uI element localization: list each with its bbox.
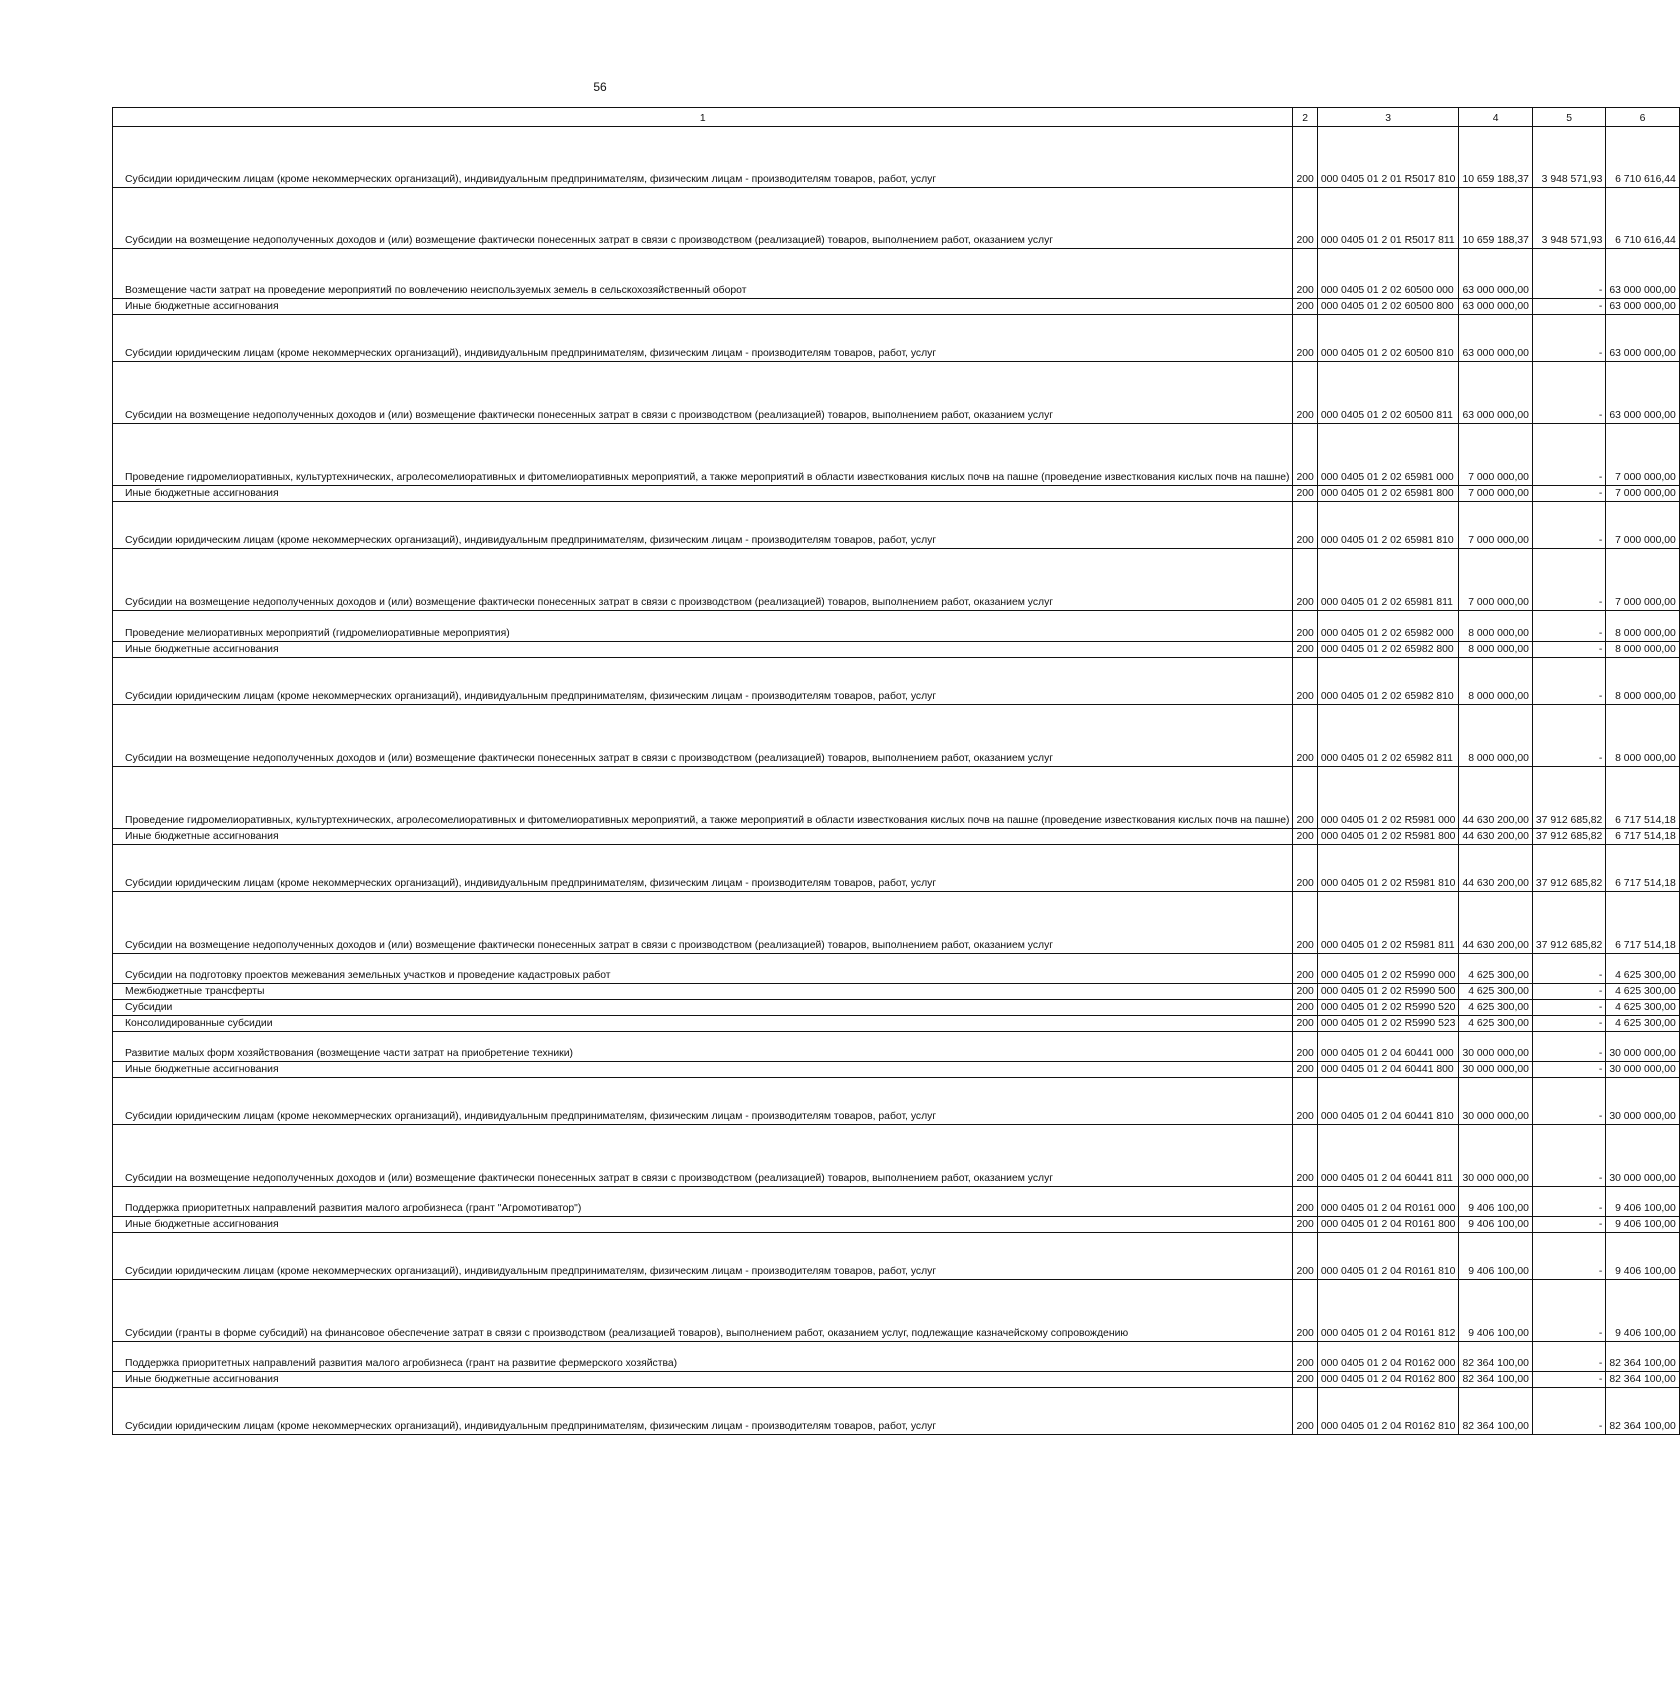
- table-row: [113, 424, 1680, 486]
- row-column4-amount: 44 630 200,00: [1459, 767, 1532, 829]
- row-kbk-cell: 000 0405 01 2 04 R0161 812: [1317, 1280, 1459, 1342]
- row-kbk-cell: 000 0405 01 2 02 R5981 800: [1317, 829, 1459, 845]
- row-code-cell: 200: [1293, 127, 1317, 188]
- row-kbk-cell: 000 0405 01 2 02 R5981 000: [1317, 767, 1459, 829]
- table-row: [113, 1372, 1680, 1388]
- column-header: 2: [1293, 108, 1317, 127]
- row-kbk-cell: 000 0405 01 2 04 60441 811: [1317, 1125, 1459, 1187]
- row-kbk-cell: 000 0405 01 2 04 R0161 000: [1317, 1187, 1459, 1217]
- row-name-cell: Поддержка приоритетных направлений развития малого агробизнеса (грант "Агромотиватор"): [113, 1187, 1293, 1217]
- row-column4-amount: 7 000 000,00: [1459, 424, 1532, 486]
- row-column4-amount: 82 364 100,00: [1459, 1342, 1532, 1372]
- table-row: [113, 767, 1680, 829]
- row-kbk-cell: 000 0405 01 2 02 R5990 520: [1317, 1000, 1459, 1016]
- row-kbk-cell: 000 0405 01 2 04 R0162 800: [1317, 1372, 1459, 1388]
- table-row: [113, 1233, 1680, 1280]
- row-column5-amount: -: [1532, 1016, 1605, 1032]
- row-name-cell: Субсидии юридическим лицам (кроме некоммерческих организаций), индивидуальным предпринимателям, физическим лицам - производителям товаров, работ, услуг: [113, 845, 1293, 892]
- row-name-cell: Субсидии: [113, 1000, 1293, 1016]
- table-row: [113, 642, 1680, 658]
- row-code-cell: 200: [1293, 299, 1317, 315]
- row-code-cell: 200: [1293, 1187, 1317, 1217]
- row-column6-amount: 30 000 000,00: [1606, 1062, 1679, 1078]
- row-name-cell: Проведение мелиоративных мероприятий (гидромелиоративные мероприятия): [113, 611, 1293, 642]
- row-column4-amount: 8 000 000,00: [1459, 611, 1532, 642]
- row-kbk-cell: 000 0405 01 2 02 65982 810: [1317, 658, 1459, 705]
- table-row: [113, 1062, 1680, 1078]
- row-code-cell: 200: [1293, 1000, 1317, 1016]
- column-header: 6: [1606, 108, 1679, 127]
- row-column6-amount: 6 710 616,44: [1606, 188, 1679, 249]
- row-name-cell: Субсидии юридическим лицам (кроме некоммерческих организаций), индивидуальным предпринимателям, физическим лицам - производителям товаров, работ, услуг: [113, 1078, 1293, 1125]
- row-code-cell: 200: [1293, 1062, 1317, 1078]
- row-column6-amount: 6 717 514,18: [1606, 845, 1679, 892]
- row-column4-amount: 82 364 100,00: [1459, 1372, 1532, 1388]
- row-column4-amount: 7 000 000,00: [1459, 549, 1532, 611]
- row-kbk-cell: 000 0405 01 2 02 65982 811: [1317, 705, 1459, 767]
- table-row: [113, 658, 1680, 705]
- table-row: [113, 1000, 1680, 1016]
- row-kbk-cell: 000 0405 01 2 04 60441 810: [1317, 1078, 1459, 1125]
- table-row: [113, 1217, 1680, 1233]
- row-column5-amount: -: [1532, 1233, 1605, 1280]
- row-column5-amount: -: [1532, 658, 1605, 705]
- row-column5-amount: -: [1532, 1342, 1605, 1372]
- table-row: [113, 549, 1680, 611]
- row-kbk-cell: 000 0405 01 2 01 R5017 811: [1317, 188, 1459, 249]
- row-column5-amount: -: [1532, 1217, 1605, 1233]
- column-header: 5: [1532, 108, 1605, 127]
- row-name-cell: Субсидии юридическим лицам (кроме некоммерческих организаций), индивидуальным предпринимателям, физическим лицам - производителям товаров, работ, услуг: [113, 127, 1293, 188]
- row-column5-amount: -: [1532, 611, 1605, 642]
- row-column5-amount: 37 912 685,82: [1532, 892, 1605, 954]
- row-column6-amount: 63 000 000,00: [1606, 315, 1679, 362]
- row-kbk-cell: 000 0405 01 2 02 65981 811: [1317, 549, 1459, 611]
- row-code-cell: 200: [1293, 188, 1317, 249]
- row-code-cell: 200: [1293, 315, 1317, 362]
- row-kbk-cell: 000 0405 01 2 04 R0162 000: [1317, 1342, 1459, 1372]
- column-header: 1: [113, 108, 1293, 127]
- row-column4-amount: 82 364 100,00: [1459, 1388, 1532, 1435]
- row-column5-amount: -: [1532, 486, 1605, 502]
- row-column6-amount: 6 710 616,44: [1606, 127, 1679, 188]
- row-kbk-cell: 000 0405 01 2 04 60441 000: [1317, 1032, 1459, 1062]
- row-column5-amount: -: [1532, 1032, 1605, 1062]
- row-column6-amount: 6 717 514,18: [1606, 892, 1679, 954]
- row-column6-amount: 8 000 000,00: [1606, 658, 1679, 705]
- row-column5-amount: -: [1532, 1062, 1605, 1078]
- row-column4-amount: 44 630 200,00: [1459, 845, 1532, 892]
- row-kbk-cell: 000 0405 01 2 02 60500 000: [1317, 249, 1459, 299]
- row-column6-amount: 9 406 100,00: [1606, 1233, 1679, 1280]
- row-name-cell: Субсидии (гранты в форме субсидий) на финансовое обеспечение затрат в связи с производством (реализацией товаров), выполнением работ, оказанием услуг, подлежащие казначейскому сопровождению: [113, 1280, 1293, 1342]
- row-name-cell: Субсидии на возмещение недополученных доходов и (или) возмещение фактически понесенных затрат в связи с производством (реализацией) товаров, выполнением работ, оказанием услуг: [113, 549, 1293, 611]
- row-column6-amount: 8 000 000,00: [1606, 705, 1679, 767]
- row-kbk-cell: 000 0405 01 2 04 R0162 810: [1317, 1388, 1459, 1435]
- table-row: [113, 892, 1680, 954]
- row-code-cell: 200: [1293, 424, 1317, 486]
- row-column5-amount: -: [1532, 642, 1605, 658]
- row-column4-amount: 9 406 100,00: [1459, 1233, 1532, 1280]
- row-kbk-cell: 000 0405 01 2 04 60441 800: [1317, 1062, 1459, 1078]
- row-column6-amount: 8 000 000,00: [1606, 611, 1679, 642]
- row-column5-amount: 37 912 685,82: [1532, 845, 1605, 892]
- row-code-cell: 200: [1293, 549, 1317, 611]
- table-row: [113, 362, 1680, 424]
- page-number: 56: [593, 80, 607, 94]
- row-column6-amount: 7 000 000,00: [1606, 486, 1679, 502]
- row-column4-amount: 44 630 200,00: [1459, 892, 1532, 954]
- table-row: [113, 1187, 1680, 1217]
- row-column4-amount: 4 625 300,00: [1459, 954, 1532, 984]
- row-name-cell: Субсидии на возмещение недополученных доходов и (или) возмещение фактически понесенных затрат в связи с производством (реализацией) товаров, выполнением работ, оказанием услуг: [113, 362, 1293, 424]
- row-kbk-cell: 000 0405 01 2 02 65981 810: [1317, 502, 1459, 549]
- row-column4-amount: 4 625 300,00: [1459, 1016, 1532, 1032]
- row-column4-amount: 30 000 000,00: [1459, 1125, 1532, 1187]
- row-name-cell: Проведение гидромелиоративных, культуртехнических, агролесомелиоративных и фитомелиоративных мероприятий, а также мероприятий в области известкования кислых почв на пашне (проведение известкования кислых почв на пашне): [113, 424, 1293, 486]
- table-row: [113, 299, 1680, 315]
- row-column5-amount: -: [1532, 249, 1605, 299]
- table-row: [113, 829, 1680, 845]
- row-column5-amount: -: [1532, 315, 1605, 362]
- row-column6-amount: 6 717 514,18: [1606, 829, 1679, 845]
- row-column4-amount: 63 000 000,00: [1459, 249, 1532, 299]
- row-code-cell: 200: [1293, 1233, 1317, 1280]
- row-column4-amount: 8 000 000,00: [1459, 705, 1532, 767]
- row-column5-amount: -: [1532, 299, 1605, 315]
- row-name-cell: Консолидированные субсидии: [113, 1016, 1293, 1032]
- row-kbk-cell: 000 0405 01 2 02 65982 000: [1317, 611, 1459, 642]
- row-column5-amount: 3 948 571,93: [1532, 127, 1605, 188]
- row-name-cell: Иные бюджетные ассигнования: [113, 1372, 1293, 1388]
- row-column6-amount: 7 000 000,00: [1606, 424, 1679, 486]
- table-row: [113, 705, 1680, 767]
- row-column5-amount: -: [1532, 1388, 1605, 1435]
- table-row: [113, 984, 1680, 1000]
- table-row: [113, 611, 1680, 642]
- row-name-cell: Иные бюджетные ассигнования: [113, 486, 1293, 502]
- row-code-cell: 200: [1293, 1032, 1317, 1062]
- row-code-cell: 200: [1293, 611, 1317, 642]
- row-kbk-cell: 000 0405 01 2 02 R5981 811: [1317, 892, 1459, 954]
- row-kbk-cell: 000 0405 01 2 02 65981 000: [1317, 424, 1459, 486]
- row-code-cell: 200: [1293, 658, 1317, 705]
- table-row: [113, 127, 1680, 188]
- column-header: 4: [1459, 108, 1532, 127]
- row-code-cell: 200: [1293, 1078, 1317, 1125]
- row-code-cell: 200: [1293, 845, 1317, 892]
- row-code-cell: 200: [1293, 954, 1317, 984]
- row-column5-amount: -: [1532, 1078, 1605, 1125]
- table-row: [113, 1280, 1680, 1342]
- table-row: [113, 486, 1680, 502]
- row-name-cell: Иные бюджетные ассигнования: [113, 1217, 1293, 1233]
- row-name-cell: Субсидии на возмещение недополученных доходов и (или) возмещение фактически понесенных затрат в связи с производством (реализацией) товаров, выполнением работ, оказанием услуг: [113, 705, 1293, 767]
- row-column6-amount: 4 625 300,00: [1606, 1016, 1679, 1032]
- row-kbk-cell: 000 0405 01 2 02 R5981 810: [1317, 845, 1459, 892]
- row-column4-amount: 30 000 000,00: [1459, 1078, 1532, 1125]
- row-name-cell: Субсидии на подготовку проектов межевания земельных участков и проведение кадастровых работ: [113, 954, 1293, 984]
- row-name-cell: Субсидии юридическим лицам (кроме некоммерческих организаций), индивидуальным предпринимателям, физическим лицам - производителям товаров, работ, услуг: [113, 315, 1293, 362]
- row-column4-amount: 9 406 100,00: [1459, 1187, 1532, 1217]
- row-column5-amount: -: [1532, 424, 1605, 486]
- row-code-cell: 200: [1293, 829, 1317, 845]
- row-column6-amount: 4 625 300,00: [1606, 954, 1679, 984]
- row-column5-amount: -: [1532, 954, 1605, 984]
- table-row: [113, 954, 1680, 984]
- table-row: [113, 249, 1680, 299]
- row-column5-amount: -: [1532, 362, 1605, 424]
- row-name-cell: Поддержка приоритетных направлений развития малого агробизнеса (грант на развитие фермерского хозяйства): [113, 1342, 1293, 1372]
- row-code-cell: 200: [1293, 362, 1317, 424]
- table-row: [113, 1342, 1680, 1372]
- row-column5-amount: 37 912 685,82: [1532, 767, 1605, 829]
- row-column6-amount: 4 625 300,00: [1606, 984, 1679, 1000]
- row-column5-amount: -: [1532, 549, 1605, 611]
- row-name-cell: Субсидии на возмещение недополученных доходов и (или) возмещение фактически понесенных затрат в связи с производством (реализацией) товаров, выполнением работ, оказанием услуг: [113, 188, 1293, 249]
- table-row: [113, 1078, 1680, 1125]
- row-column6-amount: 63 000 000,00: [1606, 249, 1679, 299]
- row-column5-amount: -: [1532, 984, 1605, 1000]
- row-name-cell: Субсидии юридическим лицам (кроме некоммерческих организаций), индивидуальным предпринимателям, физическим лицам - производителям товаров, работ, услуг: [113, 502, 1293, 549]
- row-code-cell: 200: [1293, 1016, 1317, 1032]
- row-name-cell: Субсидии на возмещение недополученных доходов и (или) возмещение фактически понесенных затрат в связи с производством (реализацией) товаров, выполнением работ, оказанием услуг: [113, 892, 1293, 954]
- row-column4-amount: 8 000 000,00: [1459, 642, 1532, 658]
- row-column5-amount: -: [1532, 705, 1605, 767]
- table-row: [113, 1032, 1680, 1062]
- row-name-cell: Субсидии юридическим лицам (кроме некоммерческих организаций), индивидуальным предпринимателям, физическим лицам - производителям товаров, работ, услуг: [113, 1233, 1293, 1280]
- row-kbk-cell: 000 0405 01 2 02 60500 800: [1317, 299, 1459, 315]
- row-column4-amount: 10 659 188,37: [1459, 188, 1532, 249]
- row-code-cell: 200: [1293, 1125, 1317, 1187]
- row-column6-amount: 8 000 000,00: [1606, 642, 1679, 658]
- row-name-cell: Проведение гидромелиоративных, культуртехнических, агролесомелиоративных и фитомелиоративных мероприятий, а также мероприятий в области известкования кислых почв на пашне (проведение известкования кислых почв на пашне): [113, 767, 1293, 829]
- row-column4-amount: 9 406 100,00: [1459, 1280, 1532, 1342]
- column-number-row: [113, 108, 1680, 127]
- row-code-cell: 200: [1293, 502, 1317, 549]
- row-name-cell: Иные бюджетные ассигнования: [113, 829, 1293, 845]
- row-column6-amount: 6 717 514,18: [1606, 767, 1679, 829]
- row-column5-amount: -: [1532, 1280, 1605, 1342]
- row-name-cell: Возмещение части затрат на проведение мероприятий по вовлечению неиспользуемых земель в сельскохозяйственный оборот: [113, 249, 1293, 299]
- row-code-cell: 200: [1293, 1342, 1317, 1372]
- row-name-cell: Иные бюджетные ассигнования: [113, 299, 1293, 315]
- row-column5-amount: -: [1532, 1125, 1605, 1187]
- row-code-cell: 200: [1293, 1372, 1317, 1388]
- row-column6-amount: 7 000 000,00: [1606, 502, 1679, 549]
- table-body: [113, 127, 1680, 1435]
- row-column6-amount: 30 000 000,00: [1606, 1078, 1679, 1125]
- row-column5-amount: -: [1532, 1187, 1605, 1217]
- row-column4-amount: 44 630 200,00: [1459, 829, 1532, 845]
- row-name-cell: Субсидии юридическим лицам (кроме некоммерческих организаций), индивидуальным предпринимателям, физическим лицам - производителям товаров, работ, услуг: [113, 1388, 1293, 1435]
- row-column6-amount: 9 406 100,00: [1606, 1217, 1679, 1233]
- row-column4-amount: 10 659 188,37: [1459, 127, 1532, 188]
- row-column5-amount: -: [1532, 1372, 1605, 1388]
- row-column6-amount: 30 000 000,00: [1606, 1032, 1679, 1062]
- row-column4-amount: 4 625 300,00: [1459, 984, 1532, 1000]
- budget-table: [112, 107, 1680, 1435]
- row-column4-amount: 63 000 000,00: [1459, 362, 1532, 424]
- row-column6-amount: 82 364 100,00: [1606, 1342, 1679, 1372]
- row-column6-amount: 7 000 000,00: [1606, 549, 1679, 611]
- row-kbk-cell: 000 0405 01 2 02 65982 800: [1317, 642, 1459, 658]
- row-name-cell: Межбюджетные трансферты: [113, 984, 1293, 1000]
- row-column4-amount: 4 625 300,00: [1459, 1000, 1532, 1016]
- row-code-cell: 200: [1293, 984, 1317, 1000]
- row-code-cell: 200: [1293, 1388, 1317, 1435]
- row-column4-amount: 63 000 000,00: [1459, 315, 1532, 362]
- row-name-cell: Иные бюджетные ассигнования: [113, 642, 1293, 658]
- row-code-cell: 200: [1293, 486, 1317, 502]
- row-column6-amount: 4 625 300,00: [1606, 1000, 1679, 1016]
- table-row: [113, 188, 1680, 249]
- table-row: [113, 1016, 1680, 1032]
- row-column6-amount: 63 000 000,00: [1606, 299, 1679, 315]
- row-column6-amount: 82 364 100,00: [1606, 1372, 1679, 1388]
- row-code-cell: 200: [1293, 892, 1317, 954]
- row-column5-amount: -: [1532, 1000, 1605, 1016]
- table-row: [113, 502, 1680, 549]
- row-kbk-cell: 000 0405 01 2 01 R5017 810: [1317, 127, 1459, 188]
- row-kbk-cell: 000 0405 01 2 02 R5990 500: [1317, 984, 1459, 1000]
- row-column5-amount: 37 912 685,82: [1532, 829, 1605, 845]
- table-row: [113, 845, 1680, 892]
- row-column6-amount: 9 406 100,00: [1606, 1187, 1679, 1217]
- row-code-cell: 200: [1293, 249, 1317, 299]
- table-row: [113, 1125, 1680, 1187]
- row-kbk-cell: 000 0405 01 2 02 65981 800: [1317, 486, 1459, 502]
- row-column6-amount: 82 364 100,00: [1606, 1388, 1679, 1435]
- row-column4-amount: 30 000 000,00: [1459, 1032, 1532, 1062]
- row-column6-amount: 63 000 000,00: [1606, 362, 1679, 424]
- row-name-cell: Субсидии юридическим лицам (кроме некоммерческих организаций), индивидуальным предпринимателям, физическим лицам - производителям товаров, работ, услуг: [113, 658, 1293, 705]
- row-column6-amount: 30 000 000,00: [1606, 1125, 1679, 1187]
- row-column5-amount: 3 948 571,93: [1532, 188, 1605, 249]
- row-code-cell: 200: [1293, 767, 1317, 829]
- row-column5-amount: -: [1532, 502, 1605, 549]
- row-name-cell: Развитие малых форм хозяйствования (возмещение части затрат на приобретение техники): [113, 1032, 1293, 1062]
- row-kbk-cell: 000 0405 01 2 02 60500 810: [1317, 315, 1459, 362]
- row-name-cell: Субсидии на возмещение недополученных доходов и (или) возмещение фактически понесенных затрат в связи с производством (реализацией) товаров, выполнением работ, оказанием услуг: [113, 1125, 1293, 1187]
- row-column6-amount: 9 406 100,00: [1606, 1280, 1679, 1342]
- row-code-cell: 200: [1293, 705, 1317, 767]
- row-column4-amount: 63 000 000,00: [1459, 299, 1532, 315]
- row-column4-amount: 7 000 000,00: [1459, 502, 1532, 549]
- row-kbk-cell: 000 0405 01 2 04 R0161 810: [1317, 1233, 1459, 1280]
- row-code-cell: 200: [1293, 642, 1317, 658]
- column-header: 3: [1317, 108, 1459, 127]
- row-kbk-cell: 000 0405 01 2 04 R0161 800: [1317, 1217, 1459, 1233]
- row-column4-amount: 7 000 000,00: [1459, 486, 1532, 502]
- row-kbk-cell: 000 0405 01 2 02 R5990 523: [1317, 1016, 1459, 1032]
- row-kbk-cell: 000 0405 01 2 02 R5990 000: [1317, 954, 1459, 984]
- row-name-cell: Иные бюджетные ассигнования: [113, 1062, 1293, 1078]
- row-column4-amount: 9 406 100,00: [1459, 1217, 1532, 1233]
- row-code-cell: 200: [1293, 1280, 1317, 1342]
- table-row: [113, 315, 1680, 362]
- table-row: [113, 1388, 1680, 1435]
- row-column4-amount: 8 000 000,00: [1459, 658, 1532, 705]
- row-column4-amount: 30 000 000,00: [1459, 1062, 1532, 1078]
- row-kbk-cell: 000 0405 01 2 02 60500 811: [1317, 362, 1459, 424]
- row-code-cell: 200: [1293, 1217, 1317, 1233]
